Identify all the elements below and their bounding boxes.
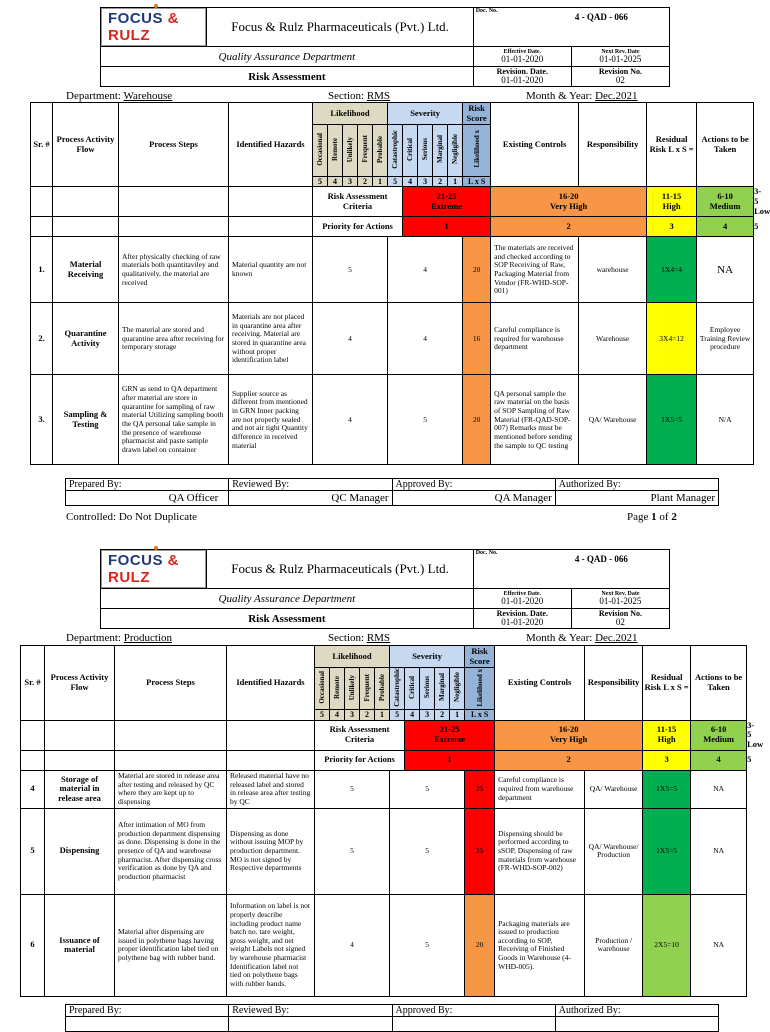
department-title: Quality Assurance Department: [101, 589, 474, 609]
row-severity: 5: [390, 808, 465, 894]
row-steps: Material after dispensing are issued in polythene bags having proper identification label tied on polythene bag with rubber band.: [115, 894, 227, 996]
row-actions: N/A: [697, 375, 754, 465]
blank-cell: [229, 187, 313, 217]
priority-row: Priority for Actions 1 2 3 4 5: [21, 750, 747, 770]
likelihood-level: [330, 668, 345, 710]
criteria-range: 16-20: [558, 724, 579, 735]
table-row: [21, 770, 747, 808]
header-controls: Existing Controls: [495, 646, 585, 721]
header-severity: Severity: [388, 103, 463, 125]
month-line: Month & Year: Dec.2021: [526, 90, 638, 102]
severity-level: [433, 125, 448, 177]
header-likelihood: Likelihood: [313, 103, 388, 125]
severity-num: 4: [403, 177, 418, 187]
likelihood-level: [328, 125, 343, 177]
table-row: [31, 237, 754, 303]
row-controls: QA personal sample the raw material on the basis of SOP Sampling of Raw Material (FR-QAD-SOP-007) Remarks must be mentioned before sending the sample to QC testing: [491, 375, 579, 465]
lxs-rot-cell: [463, 125, 491, 177]
section-line: Section: RMS: [328, 632, 391, 644]
authorized-by-label: Authorized By:: [555, 1005, 718, 1017]
row-activity: Issuance of material: [45, 894, 115, 996]
priority-value: 4: [697, 217, 754, 237]
section-line: Section: RMS: [328, 90, 391, 102]
authorized-by-value: Plant Manager: [555, 491, 718, 506]
priority-value: 2: [491, 217, 647, 237]
likelihood-level-label: Occasional: [317, 671, 326, 704]
row-controls: Careful compliance is required from warehouse department: [495, 770, 585, 808]
row-activity: Quarantine Activity: [53, 303, 119, 375]
reviewed-by-label: Reviewed By:: [229, 1005, 392, 1017]
likelihood-num: 1: [373, 177, 388, 187]
severity-level-label: Marginal: [436, 135, 445, 164]
row-hazards: Released material have no released label and stored in release area after testing by QC: [227, 770, 315, 808]
severity-num: 1: [448, 177, 463, 187]
row-steps: Material are stored in release area after testing and released by QC where they are kept up to dispensing: [115, 770, 227, 808]
criteria-level: High: [662, 200, 681, 211]
blank-cell: [119, 217, 229, 237]
priority-value: 3: [647, 217, 697, 237]
blank-cell: [115, 720, 227, 750]
row-controls: The materials are received and checked according to SOP Receiving of Raw, Packaging Material from Vendor (FR-WHD-SOP-001): [491, 237, 579, 303]
priority-value: 3: [643, 750, 691, 770]
doc-no: 4 - QAD - 066: [574, 554, 628, 564]
row-actions: NA: [691, 894, 747, 996]
row-responsibility: warehouse: [579, 237, 647, 303]
criteria-label: Risk Assessment Criteria: [313, 187, 403, 217]
criteria-range: 16-20: [558, 191, 579, 202]
signature-table-2: [65, 1004, 719, 1032]
row-likelihood: 5: [315, 808, 390, 894]
row-residual: 1X4=4: [647, 237, 697, 303]
header-risk-score: Risk Score: [463, 103, 491, 125]
likelihood-level: [375, 668, 390, 710]
criteria-cell: [405, 720, 495, 750]
row-sr: 5: [21, 808, 45, 894]
blank-cell: [227, 720, 315, 750]
criteria-range: 6-10: [717, 191, 733, 202]
severity-level-label: Serious: [423, 676, 432, 699]
severity-num: 2: [435, 710, 450, 720]
severity-num: 2: [433, 177, 448, 187]
rev-no-label: Revision No.: [598, 67, 642, 76]
criteria-cell: [403, 187, 491, 217]
signature-table-1: [65, 478, 719, 506]
row-likelihood: 4: [313, 303, 388, 375]
priority-value: 4: [691, 750, 747, 770]
risk-table-2: [20, 645, 764, 997]
eff-date: 01-01-2020: [501, 596, 544, 606]
table-row: [31, 375, 754, 465]
row-activity: Sampling & Testing: [53, 375, 119, 465]
priority-value: 1: [403, 217, 491, 237]
criteria-level: Medium: [703, 734, 734, 745]
row-likelihood: 4: [313, 375, 388, 465]
likelihood-level-label: Probable: [378, 673, 386, 701]
severity-num: 1: [450, 710, 465, 720]
likelihood-level-label: Unlikely: [345, 136, 354, 162]
logo-cell: [101, 550, 207, 589]
blank-cell: [21, 720, 45, 750]
criteria-cell: [697, 187, 754, 217]
row-score: 25: [465, 808, 495, 894]
prepared-by-value: QA Officer: [66, 491, 229, 506]
row-activity: Material Receiving: [53, 237, 119, 303]
header-row: [31, 103, 754, 125]
likelihood-level-label: Frequent: [362, 673, 371, 702]
likelihood-num: 2: [360, 710, 375, 720]
likelihood-num: 5: [313, 177, 328, 187]
row-severity: 5: [390, 770, 465, 808]
lxs-label: L x S: [463, 177, 491, 187]
risk-table-1: [30, 102, 770, 465]
blank-cell: [53, 217, 119, 237]
company-logo: FOCUS & RULZ: [101, 8, 206, 46]
header-sr: Sr. #: [31, 103, 53, 187]
blank-cell: [229, 217, 313, 237]
row-hazards: Materials are not placed in quarantine area after receiving. Material are stored in quarantine area without proper identification label: [229, 303, 313, 375]
next-date-label: Next Rev. Date: [601, 591, 640, 597]
severity-level-label: Serious: [421, 138, 430, 161]
severity-level-label: Negligible: [453, 672, 462, 703]
severity-level-label: Negligible: [451, 134, 460, 165]
blank-cell: [31, 217, 53, 237]
priority-row: Priority for Actions 1 2 3 4 5: [31, 217, 754, 237]
prepared-by-label: Prepared By:: [66, 479, 229, 491]
header-responsibility: Responsibility: [585, 646, 643, 721]
severity-level-label: Catastrophic: [391, 129, 400, 169]
row-steps: The material are stored and quarantine area after receiving for temporary storage: [119, 303, 229, 375]
criteria-row: Risk Assessment Criteria 21-25 Extreme 16-20 Very High 11-15 High 6-10 Medium 3-5 Low: [21, 720, 747, 750]
department-value: Production: [123, 632, 173, 644]
header-sr: Sr. #: [21, 646, 45, 721]
severity-level-label: Marginal: [438, 673, 447, 702]
rev-no: 02: [615, 75, 625, 85]
header-activity: Process Activity Flow: [53, 103, 119, 187]
severity-level-label: Catastrophic: [393, 668, 402, 707]
row-actions: NA: [691, 770, 747, 808]
company-name: Focus & Rulz Pharmaceuticals (Pvt.) Ltd.: [207, 8, 473, 47]
doc-no: 4 - QAD - 066: [574, 12, 628, 22]
row-score: 16: [463, 303, 491, 375]
header-residual: Residual Risk L x S =: [647, 103, 697, 187]
section-value: RMS: [366, 632, 391, 644]
criteria-label: Risk Assessment Criteria: [315, 720, 405, 750]
likelihood-level: [313, 125, 328, 177]
severity-level: [418, 125, 433, 177]
row-responsibility: QA/ Warehouse: [585, 770, 643, 808]
priority-value: 1: [405, 750, 495, 770]
severity-level: [435, 668, 450, 710]
criteria-cell: [643, 720, 691, 750]
header-steps: Process Steps: [119, 103, 229, 187]
rev-date-label: Revision. Date.: [496, 67, 548, 76]
likelihood-level: [360, 668, 375, 710]
row-actions: NA: [697, 237, 754, 303]
row-severity: 4: [388, 303, 463, 375]
blank-cell: [21, 750, 45, 770]
priority-label: Priority for Actions: [315, 750, 405, 770]
blank-cell: [45, 750, 115, 770]
row-controls: Dispensing should be performed according to sSOP, Dispensing of raw materials from warehouse (FR-WHD-SOP-002): [495, 808, 585, 894]
department-title: Quality Assurance Department: [101, 47, 474, 67]
eff-date-label: Effective Date.: [503, 591, 542, 597]
rev-date: 01-01-2020: [501, 75, 544, 85]
rev-no: 02: [615, 617, 625, 627]
header-actions: Actions to be Taken: [691, 646, 747, 721]
criteria-cell: [495, 720, 643, 750]
likelihood-num: 1: [375, 710, 390, 720]
next-date: 01-01-2025: [599, 596, 642, 606]
next-date-label: Next Rev. Date: [601, 49, 640, 55]
row-activity: Storage of material in release area: [45, 770, 115, 808]
doc-no-label: Doc. No.: [475, 8, 498, 14]
header-hazards: Identified Hazards: [227, 646, 315, 721]
header-controls: Existing Controls: [491, 103, 579, 187]
severity-level: [403, 125, 418, 177]
severity-level: [405, 668, 420, 710]
row-residual: 1X5=5: [647, 375, 697, 465]
company-name: Focus & Rulz Pharmaceuticals (Pvt.) Ltd.: [207, 550, 473, 589]
eff-date-label: Effective Date.: [503, 49, 542, 55]
row-hazards: Material quantity are not known: [229, 237, 313, 303]
blank-cell: [119, 187, 229, 217]
row-steps: After intimation of MO from production department dispensing as done. Dispensing is done in the presence of QA and warehouse pharmacist. After dispensing cross verification as done by QA and production pharmacist: [115, 808, 227, 894]
likelihood-num: 4: [328, 177, 343, 187]
criteria-range: 21-25: [439, 724, 460, 735]
criteria-level: Medium: [709, 200, 741, 211]
row-responsibility: Production / warehouse: [585, 894, 643, 996]
likelihood-level-label: Frequent: [360, 135, 369, 163]
dept-line: Department: Production: [66, 632, 173, 644]
approved-by-label: Approved By:: [392, 1005, 555, 1017]
row-likelihood: 5: [313, 237, 388, 303]
doc-header-1: [100, 7, 670, 87]
likelihood-level-label: Unlikely: [347, 674, 356, 701]
likelihood-level-label: Occasional: [315, 132, 324, 166]
row-responsibility: QA/ Warehouse: [579, 375, 647, 465]
header-row: [21, 646, 747, 668]
rev-date: 01-01-2020: [501, 617, 544, 627]
row-actions: NA: [691, 808, 747, 894]
row-sr: 6: [21, 894, 45, 996]
likelihood-level: [345, 668, 360, 710]
likelihood-level: [343, 125, 358, 177]
row-hazards: Dispensing as done without issuing MOP by production department. MO is not signed by Respective departments: [227, 808, 315, 894]
page-number: Page 1 of 2: [627, 511, 677, 523]
month-value: Dec.2021: [595, 632, 638, 644]
row-score: 20: [465, 894, 495, 996]
row-sr: 3.: [31, 375, 53, 465]
criteria-level: Very High: [549, 734, 588, 745]
criteria-level: High: [657, 734, 676, 745]
doc-header-2: [100, 549, 670, 629]
header-steps: Process Steps: [115, 646, 227, 721]
likelihood-level-label: Remote: [332, 675, 341, 699]
authorized-by-label: Authorized By:: [555, 479, 718, 491]
row-residual: 1X5=5: [643, 770, 691, 808]
controlled-note: Controlled: Do Not Duplicate: [66, 511, 198, 523]
row-sr: 4: [21, 770, 45, 808]
criteria-cell: [691, 720, 747, 750]
row-score: 25: [465, 770, 495, 808]
row-controls: Packaging materials are issued to production according to SOP, Receiving of Finished Goods in Warehouse (4-WHD-005).: [495, 894, 585, 996]
criteria-range: 11-15: [661, 191, 682, 202]
blank-cell: [45, 720, 115, 750]
row-score: 20: [463, 237, 491, 303]
lxs-label: L x S: [465, 710, 495, 720]
likelihood-level: [358, 125, 373, 177]
blank-cell: [53, 187, 119, 217]
doc-title: Risk Assessment: [101, 67, 474, 87]
header-hazards: Identified Hazards: [229, 103, 313, 187]
row-controls: Careful compliance is required for warehouse department: [491, 303, 579, 375]
row-likelihood: 5: [315, 770, 390, 808]
likelihood-level: [315, 668, 330, 710]
criteria-row: Risk Assessment Criteria 21-25 Extreme 16-20 Very High 11-15 High 6-10 Medium 3-5 Low: [31, 187, 754, 217]
criteria-cell: [491, 187, 647, 217]
severity-level: [420, 668, 435, 710]
priority-label: Priority for Actions: [313, 217, 403, 237]
row-residual: 3X4=12: [647, 303, 697, 375]
severity-num: 5: [388, 177, 403, 187]
table-row: [21, 808, 747, 894]
doc-no-label: Doc. No.: [475, 550, 498, 556]
header-severity: Severity: [390, 646, 465, 668]
section-value: RMS: [366, 90, 391, 102]
row-hazards: Supplier source as different from mentioned in GRN Inner packing are not properly sealed and not air tight Quantity difference in received material: [229, 375, 313, 465]
header-activity: Process Activity Flow: [45, 646, 115, 721]
dept-line: Department: Warehouse: [66, 90, 173, 102]
criteria-cell: [647, 187, 697, 217]
severity-num: 3: [418, 177, 433, 187]
row-activity: Dispensing: [45, 808, 115, 894]
rev-no-label: Revision No.: [598, 609, 642, 618]
rev-date-label: Revision. Date.: [496, 609, 548, 618]
logo-cell: [101, 8, 207, 47]
criteria-range: 21-25: [436, 191, 457, 202]
severity-num: 5: [390, 710, 405, 720]
likelihood-level-label: Probable: [376, 135, 384, 163]
row-severity: 5: [390, 894, 465, 996]
approved-by-label: Approved By:: [392, 479, 555, 491]
row-actions: Employee Training Review procedure: [697, 303, 754, 375]
severity-level-label: Critical: [406, 137, 415, 161]
table-row: [21, 894, 747, 996]
severity-level: [388, 125, 403, 177]
header-residual: Residual Risk L x S =: [643, 646, 691, 721]
likelihood-num: 3: [343, 177, 358, 187]
row-responsibility: QA/ Warehouse/ Production: [585, 808, 643, 894]
eff-date: 01-01-2020: [501, 54, 544, 64]
criteria-level: Very High: [549, 200, 588, 211]
header-actions: Actions to be Taken: [697, 103, 754, 187]
lxs-rot-cell: [465, 668, 495, 710]
criteria-range: 6-10: [710, 724, 727, 735]
row-sr: 2.: [31, 303, 53, 375]
blank-cell: [227, 750, 315, 770]
criteria-range: 11-15: [656, 724, 677, 735]
reviewed-by-label: Reviewed By:: [229, 479, 392, 491]
doc-title: Risk Assessment: [101, 609, 474, 629]
header-likelihood: Likelihood: [315, 646, 390, 668]
department-value: Warehouse: [123, 90, 173, 102]
likelihood-level-label: Remote: [330, 137, 339, 161]
row-hazards: Information on label is not properly describe including product name batch no. tare weight, gross weight, and net weight Labels not signed by warehouse pharmacist Identification label not tied on polythene bags with rubber bands.: [227, 894, 315, 996]
row-residual: 2X5=10: [643, 894, 691, 996]
severity-num: 4: [405, 710, 420, 720]
prepared-by-label: Prepared By:: [66, 1005, 229, 1017]
likelihood-num: 2: [358, 177, 373, 187]
severity-level: [450, 668, 465, 710]
table-row: [31, 303, 754, 375]
row-steps: GRN as send to QA department after material are store in quarantine for sampling of raw material Utilizing sampling booth the QA personal take sample in the presence of warehouse pharmacist and paste sample drawn label on container: [119, 375, 229, 465]
next-date: 01-01-2025: [599, 54, 642, 64]
row-steps: After physically checking of raw materials both quantitaviley and qualitatively, the material are received: [119, 237, 229, 303]
row-score: 20: [463, 375, 491, 465]
severity-level: [390, 668, 405, 710]
criteria-level: Extreme: [431, 200, 463, 211]
month-line: Month & Year: Dec.2021: [526, 632, 638, 644]
likelihood-level: [373, 125, 388, 177]
criteria-level: Extreme: [434, 734, 466, 745]
blank-cell: [31, 187, 53, 217]
row-likelihood: 4: [315, 894, 390, 996]
approved-by-value: QA Manager: [392, 491, 555, 506]
row-severity: 4: [388, 237, 463, 303]
header-responsibility: Responsibility: [579, 103, 647, 187]
lxs-rot-label: Likelihood x: [472, 130, 481, 168]
severity-num: 3: [420, 710, 435, 720]
blank-cell: [115, 750, 227, 770]
likelihood-num: 3: [345, 710, 360, 720]
month-value: Dec.2021: [595, 90, 638, 102]
severity-level-label: Critical: [408, 675, 417, 699]
row-responsibility: Warehouse: [579, 303, 647, 375]
header-risk-score: Risk Score: [465, 646, 495, 668]
priority-value: 2: [495, 750, 643, 770]
row-residual: 1X5=5: [643, 808, 691, 894]
severity-level: [448, 125, 463, 177]
company-logo: FOCUS & RULZ: [101, 550, 206, 588]
row-severity: 5: [388, 375, 463, 465]
reviewed-by-value: QC Manager: [229, 491, 392, 506]
lxs-rot-label: Likelihood x: [475, 668, 484, 707]
row-sr: 1.: [31, 237, 53, 303]
likelihood-num: 5: [315, 710, 330, 720]
likelihood-num: 4: [330, 710, 345, 720]
